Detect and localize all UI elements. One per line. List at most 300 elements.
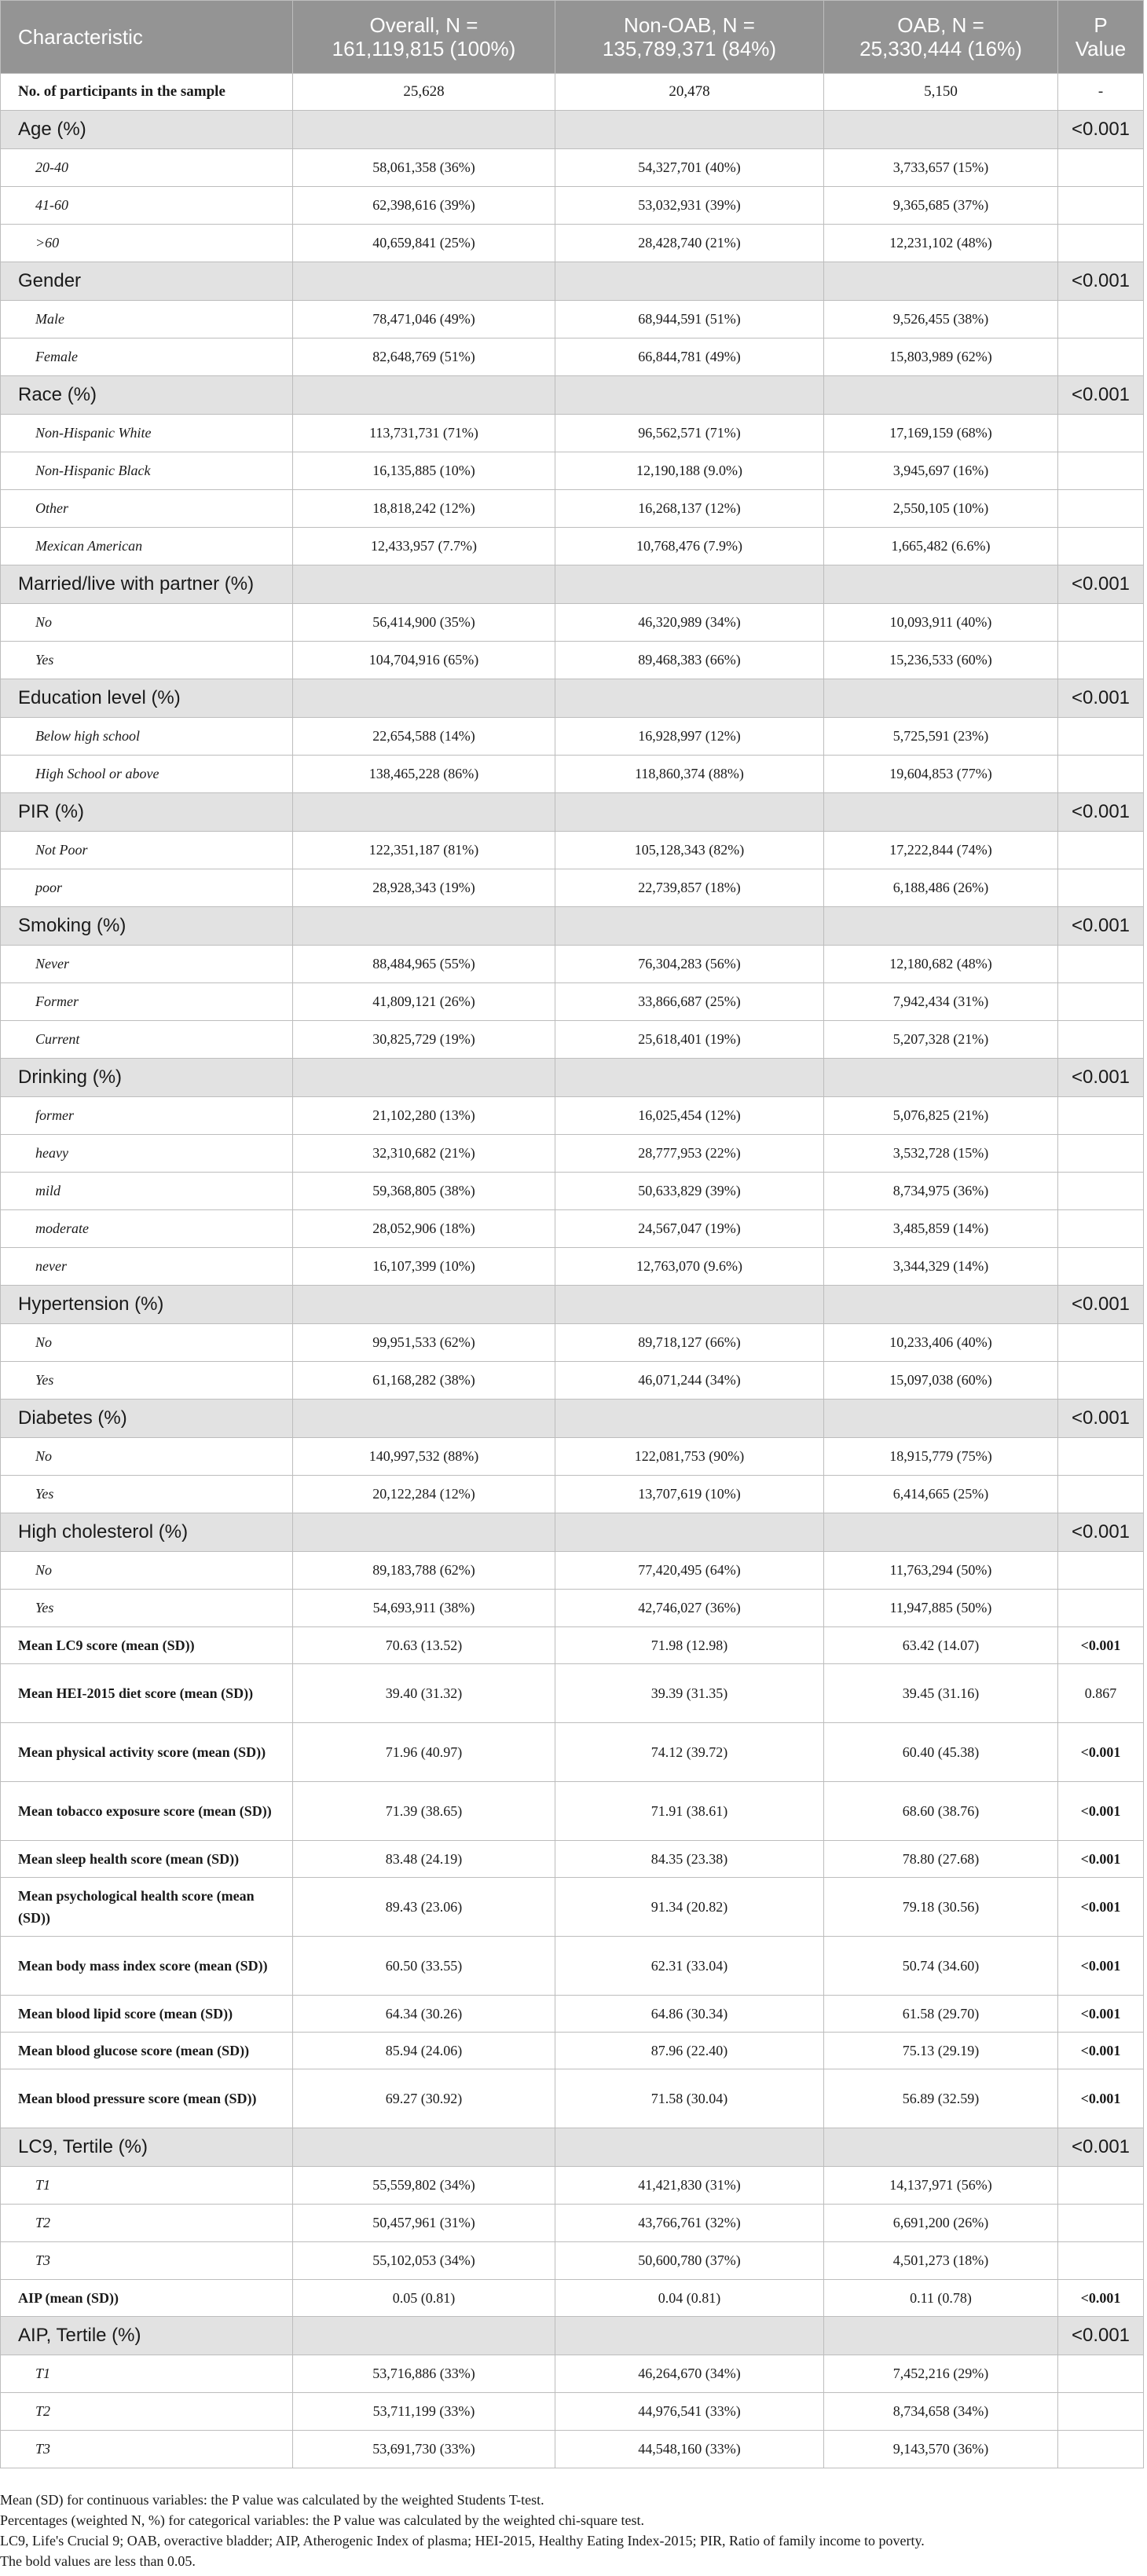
row-label: former bbox=[1, 1097, 293, 1135]
p-value: <0.001 bbox=[1058, 1878, 1144, 1937]
section-empty-cell bbox=[824, 262, 1058, 301]
non-oab-value: 43,766,761 (32%) bbox=[555, 2205, 824, 2242]
section-p-value: <0.001 bbox=[1058, 679, 1144, 718]
participants-p: - bbox=[1058, 74, 1144, 111]
header-p-value: P Value bbox=[1058, 1, 1144, 74]
p-value-empty bbox=[1058, 528, 1144, 565]
overall-value: 59,368,805 (38%) bbox=[293, 1173, 555, 1210]
overall-value: 16,107,399 (10%) bbox=[293, 1248, 555, 1286]
non-oab-value: 28,777,953 (22%) bbox=[555, 1135, 824, 1173]
section-empty-cell bbox=[555, 1059, 824, 1097]
overall-value: 0.05 (0.81) bbox=[293, 2280, 555, 2317]
section-empty-cell bbox=[555, 565, 824, 604]
table-row bbox=[1, 1438, 1144, 1476]
overall-value: 122,351,187 (81%) bbox=[293, 832, 555, 869]
section-empty-cell bbox=[824, 793, 1058, 832]
row-label: poor bbox=[1, 869, 293, 907]
overall-value: 53,711,199 (33%) bbox=[293, 2393, 555, 2431]
table-row bbox=[1, 1097, 1144, 1135]
overall-value: 60.50 (33.55) bbox=[293, 1937, 555, 1996]
table-row bbox=[1, 832, 1144, 869]
non-oab-value: 64.86 (30.34) bbox=[555, 1996, 824, 2033]
p-value-empty bbox=[1058, 1552, 1144, 1590]
row-label: Yes bbox=[1, 1476, 293, 1513]
footnote-line: Percentages (weighted N, %) for categorical variables: the P value was calculated by the weighted chi-square test. bbox=[0, 2512, 645, 2528]
overall-value: 56,414,900 (35%) bbox=[293, 604, 555, 642]
non-oab-value: 46,264,670 (34%) bbox=[555, 2355, 824, 2393]
p-value-empty bbox=[1058, 2393, 1144, 2431]
footnote-line: The bold values are less than 0.05. bbox=[0, 2553, 196, 2569]
overall-value: 54,693,911 (38%) bbox=[293, 1590, 555, 1627]
row-label: T2 bbox=[1, 2393, 293, 2431]
oab-value: 6,691,200 (26%) bbox=[824, 2205, 1058, 2242]
overall-value: 89.43 (23.06) bbox=[293, 1878, 555, 1937]
section-empty-cell bbox=[555, 679, 824, 718]
oab-value: 6,188,486 (26%) bbox=[824, 869, 1058, 907]
footnote-line: LC9, Life's Crucial 9; OAB, overactive bladder; AIP, Atherogenic Index of plasma; HEI-2015, Healthy Eating Index-2015; PIR, Ratio of family income to poverty. bbox=[0, 2533, 925, 2549]
section-label: High cholesterol (%) bbox=[1, 1513, 293, 1552]
oab-value: 6,414,665 (25%) bbox=[824, 1476, 1058, 1513]
row-label: Former bbox=[1, 983, 293, 1021]
header-characteristic: Characteristic bbox=[1, 1, 293, 74]
table-row bbox=[1, 1590, 1144, 1627]
row-label: >60 bbox=[1, 225, 293, 262]
table-row bbox=[1, 1552, 1144, 1590]
p-value-empty bbox=[1058, 718, 1144, 756]
section-p-value: <0.001 bbox=[1058, 1400, 1144, 1438]
section-empty-cell bbox=[824, 1286, 1058, 1324]
table-row bbox=[1, 225, 1144, 262]
p-value-empty bbox=[1058, 1438, 1144, 1476]
section-empty-cell bbox=[555, 376, 824, 415]
table-row bbox=[1, 2167, 1144, 2205]
non-oab-value: 41,421,830 (31%) bbox=[555, 2167, 824, 2205]
section-empty-cell bbox=[293, 1513, 555, 1552]
header-overall: Overall, N = 161,119,815 (100%) bbox=[293, 1, 555, 74]
mean-score-row bbox=[1, 1723, 1144, 1782]
oab-value: 56.89 (32.59) bbox=[824, 2069, 1058, 2128]
section-p-value: <0.001 bbox=[1058, 111, 1144, 149]
p-value-empty bbox=[1058, 2205, 1144, 2242]
row-label: No bbox=[1, 1438, 293, 1476]
section-empty-cell bbox=[293, 111, 555, 149]
section-p-value: <0.001 bbox=[1058, 2317, 1144, 2355]
section-p-value: <0.001 bbox=[1058, 565, 1144, 604]
section-label: Married/live with partner (%) bbox=[1, 565, 293, 604]
non-oab-value: 62.31 (33.04) bbox=[555, 1937, 824, 1996]
overall-value: 78,471,046 (49%) bbox=[293, 301, 555, 338]
table-row bbox=[1, 1173, 1144, 1210]
table-row bbox=[1, 490, 1144, 528]
oab-value: 63.42 (14.07) bbox=[824, 1627, 1058, 1664]
overall-value: 28,928,343 (19%) bbox=[293, 869, 555, 907]
oab-value: 60.40 (45.38) bbox=[824, 1723, 1058, 1782]
oab-value: 78.80 (27.68) bbox=[824, 1841, 1058, 1878]
section-empty-cell bbox=[555, 1400, 824, 1438]
row-label: T1 bbox=[1, 2355, 293, 2393]
non-oab-value: 42,746,027 (36%) bbox=[555, 1590, 824, 1627]
overall-value: 30,825,729 (19%) bbox=[293, 1021, 555, 1059]
table-row bbox=[1, 2393, 1144, 2431]
participants-oab: 5,150 bbox=[824, 74, 1058, 111]
non-oab-value: 16,928,997 (12%) bbox=[555, 718, 824, 756]
section-header-row bbox=[1, 565, 1144, 604]
section-empty-cell bbox=[293, 907, 555, 946]
mean-score-label: Mean blood pressure score (mean (SD)) bbox=[1, 2069, 293, 2128]
oab-value: 3,344,329 (14%) bbox=[824, 1248, 1058, 1286]
section-header-row bbox=[1, 376, 1144, 415]
p-value-empty bbox=[1058, 1210, 1144, 1248]
section-label: Education level (%) bbox=[1, 679, 293, 718]
non-oab-value: 76,304,283 (56%) bbox=[555, 946, 824, 983]
row-label: Yes bbox=[1, 1362, 293, 1400]
non-oab-value: 89,718,127 (66%) bbox=[555, 1324, 824, 1362]
overall-value: 41,809,121 (26%) bbox=[293, 983, 555, 1021]
p-value: <0.001 bbox=[1058, 1627, 1144, 1664]
row-label: Male bbox=[1, 301, 293, 338]
non-oab-value: 16,268,137 (12%) bbox=[555, 490, 824, 528]
mean-score-label: Mean HEI-2015 diet score (mean (SD)) bbox=[1, 1664, 293, 1723]
section-label: Diabetes (%) bbox=[1, 1400, 293, 1438]
row-label: Female bbox=[1, 338, 293, 376]
section-label: LC9, Tertile (%) bbox=[1, 2128, 293, 2167]
mean-score-label: AIP (mean (SD)) bbox=[1, 2280, 293, 2317]
section-empty-cell bbox=[293, 1400, 555, 1438]
non-oab-value: 71.91 (38.61) bbox=[555, 1782, 824, 1841]
non-oab-value: 50,633,829 (39%) bbox=[555, 1173, 824, 1210]
non-oab-value: 22,739,857 (18%) bbox=[555, 869, 824, 907]
mean-score-row bbox=[1, 2033, 1144, 2069]
p-value: <0.001 bbox=[1058, 1996, 1144, 2033]
non-oab-value: 33,866,687 (25%) bbox=[555, 983, 824, 1021]
mean-score-label: Mean psychological health score (mean (SD)) bbox=[1, 1878, 293, 1937]
table-row bbox=[1, 187, 1144, 225]
p-value: 0.867 bbox=[1058, 1664, 1144, 1723]
mean-score-row bbox=[1, 1782, 1144, 1841]
row-label: High School or above bbox=[1, 756, 293, 793]
section-empty-cell bbox=[293, 376, 555, 415]
non-oab-value: 44,976,541 (33%) bbox=[555, 2393, 824, 2431]
oab-value: 5,725,591 (23%) bbox=[824, 718, 1058, 756]
mean-score-label: Mean sleep health score (mean (SD)) bbox=[1, 1841, 293, 1878]
section-p-value: <0.001 bbox=[1058, 262, 1144, 301]
p-value-empty bbox=[1058, 1173, 1144, 1210]
non-oab-value: 74.12 (39.72) bbox=[555, 1723, 824, 1782]
section-empty-cell bbox=[293, 679, 555, 718]
p-value: <0.001 bbox=[1058, 2033, 1144, 2069]
table-body bbox=[1, 74, 1144, 2468]
mean-score-label: Mean tobacco exposure score (mean (SD)) bbox=[1, 1782, 293, 1841]
row-label: Yes bbox=[1, 1590, 293, 1627]
overall-value: 53,716,886 (33%) bbox=[293, 2355, 555, 2393]
section-empty-cell bbox=[824, 376, 1058, 415]
oab-value: 3,485,859 (14%) bbox=[824, 1210, 1058, 1248]
row-label: Yes bbox=[1, 642, 293, 679]
section-empty-cell bbox=[824, 1400, 1058, 1438]
p-value: <0.001 bbox=[1058, 2280, 1144, 2317]
overall-value: 89,183,788 (62%) bbox=[293, 1552, 555, 1590]
overall-value: 82,648,769 (51%) bbox=[293, 338, 555, 376]
oab-value: 15,236,533 (60%) bbox=[824, 642, 1058, 679]
table-row bbox=[1, 452, 1144, 490]
section-empty-cell bbox=[293, 1059, 555, 1097]
section-header-row bbox=[1, 1400, 1144, 1438]
table-row bbox=[1, 756, 1144, 793]
p-value-empty bbox=[1058, 187, 1144, 225]
non-oab-value: 25,618,401 (19%) bbox=[555, 1021, 824, 1059]
overall-value: 55,559,802 (34%) bbox=[293, 2167, 555, 2205]
section-header-row bbox=[1, 679, 1144, 718]
section-p-value: <0.001 bbox=[1058, 1513, 1144, 1552]
header-oab: OAB, N = 25,330,444 (16%) bbox=[824, 1, 1058, 74]
mean-score-label: Mean LC9 score (mean (SD)) bbox=[1, 1627, 293, 1664]
non-oab-value: 66,844,781 (49%) bbox=[555, 338, 824, 376]
p-value-empty bbox=[1058, 756, 1144, 793]
section-p-value: <0.001 bbox=[1058, 376, 1144, 415]
p-value: <0.001 bbox=[1058, 1841, 1144, 1878]
row-label: 41-60 bbox=[1, 187, 293, 225]
row-label: heavy bbox=[1, 1135, 293, 1173]
table-row bbox=[1, 149, 1144, 187]
non-oab-value: 71.98 (12.98) bbox=[555, 1627, 824, 1664]
non-oab-value: 71.58 (30.04) bbox=[555, 2069, 824, 2128]
mean-score-row bbox=[1, 2280, 1144, 2317]
section-header-row bbox=[1, 907, 1144, 946]
non-oab-value: 10,768,476 (7.9%) bbox=[555, 528, 824, 565]
section-empty-cell bbox=[293, 793, 555, 832]
section-label: Smoking (%) bbox=[1, 907, 293, 946]
p-value-empty bbox=[1058, 2431, 1144, 2468]
table-row bbox=[1, 301, 1144, 338]
section-label: Gender bbox=[1, 262, 293, 301]
p-value: <0.001 bbox=[1058, 1782, 1144, 1841]
non-oab-value: 84.35 (23.38) bbox=[555, 1841, 824, 1878]
section-label: Race (%) bbox=[1, 376, 293, 415]
section-empty-cell bbox=[293, 1286, 555, 1324]
table-row bbox=[1, 415, 1144, 452]
table-row bbox=[1, 1362, 1144, 1400]
section-empty-cell bbox=[555, 907, 824, 946]
section-label: PIR (%) bbox=[1, 793, 293, 832]
section-p-value: <0.001 bbox=[1058, 1059, 1144, 1097]
participants-overall: 25,628 bbox=[293, 74, 555, 111]
section-label: Drinking (%) bbox=[1, 1059, 293, 1097]
table-row bbox=[1, 642, 1144, 679]
non-oab-value: 0.04 (0.81) bbox=[555, 2280, 824, 2317]
table-row bbox=[1, 1021, 1144, 1059]
section-empty-cell bbox=[555, 793, 824, 832]
section-p-value: <0.001 bbox=[1058, 793, 1144, 832]
table-row bbox=[1, 946, 1144, 983]
p-value-empty bbox=[1058, 1248, 1144, 1286]
overall-value: 85.94 (24.06) bbox=[293, 2033, 555, 2069]
section-empty-cell bbox=[293, 262, 555, 301]
oab-value: 14,137,971 (56%) bbox=[824, 2167, 1058, 2205]
non-oab-value: 12,763,070 (9.6%) bbox=[555, 1248, 824, 1286]
non-oab-value: 50,600,780 (37%) bbox=[555, 2242, 824, 2280]
table-row bbox=[1, 1324, 1144, 1362]
mean-score-row bbox=[1, 2069, 1144, 2128]
oab-value: 18,915,779 (75%) bbox=[824, 1438, 1058, 1476]
oab-value: 15,803,989 (62%) bbox=[824, 338, 1058, 376]
overall-value: 140,997,532 (88%) bbox=[293, 1438, 555, 1476]
p-value-empty bbox=[1058, 869, 1144, 907]
overall-value: 104,704,916 (65%) bbox=[293, 642, 555, 679]
row-label: never bbox=[1, 1248, 293, 1286]
section-header-row bbox=[1, 1286, 1144, 1324]
overall-value: 50,457,961 (31%) bbox=[293, 2205, 555, 2242]
non-oab-value: 46,071,244 (34%) bbox=[555, 1362, 824, 1400]
oab-value: 75.13 (29.19) bbox=[824, 2033, 1058, 2069]
section-empty-cell bbox=[293, 2128, 555, 2167]
section-p-value: <0.001 bbox=[1058, 907, 1144, 946]
oab-value: 8,734,658 (34%) bbox=[824, 2393, 1058, 2431]
section-header-row bbox=[1, 1059, 1144, 1097]
section-empty-cell bbox=[555, 111, 824, 149]
row-label: Not Poor bbox=[1, 832, 293, 869]
non-oab-value: 44,548,160 (33%) bbox=[555, 2431, 824, 2468]
section-empty-cell bbox=[824, 2128, 1058, 2167]
section-header-row bbox=[1, 111, 1144, 149]
participants-row bbox=[1, 74, 1144, 111]
overall-value: 40,659,841 (25%) bbox=[293, 225, 555, 262]
oab-value: 3,945,697 (16%) bbox=[824, 452, 1058, 490]
table-row bbox=[1, 983, 1144, 1021]
oab-value: 11,763,294 (50%) bbox=[824, 1552, 1058, 1590]
section-header-row bbox=[1, 793, 1144, 832]
mean-score-row bbox=[1, 1664, 1144, 1723]
mean-score-row bbox=[1, 1841, 1144, 1878]
oab-value: 7,942,434 (31%) bbox=[824, 983, 1058, 1021]
table-row bbox=[1, 718, 1144, 756]
section-empty-cell bbox=[555, 1513, 824, 1552]
non-oab-value: 13,707,619 (10%) bbox=[555, 1476, 824, 1513]
oab-value: 68.60 (38.76) bbox=[824, 1782, 1058, 1841]
oab-value: 11,947,885 (50%) bbox=[824, 1590, 1058, 1627]
oab-value: 2,550,105 (10%) bbox=[824, 490, 1058, 528]
oab-value: 79.18 (30.56) bbox=[824, 1878, 1058, 1937]
section-header-row bbox=[1, 1513, 1144, 1552]
row-label: No bbox=[1, 1552, 293, 1590]
table-row bbox=[1, 2242, 1144, 2280]
oab-value: 9,143,570 (36%) bbox=[824, 2431, 1058, 2468]
p-value-empty bbox=[1058, 301, 1144, 338]
overall-value: 99,951,533 (62%) bbox=[293, 1324, 555, 1362]
participants-non-oab: 20,478 bbox=[555, 74, 824, 111]
oab-value: 5,076,825 (21%) bbox=[824, 1097, 1058, 1135]
oab-value: 8,734,975 (36%) bbox=[824, 1173, 1058, 1210]
overall-value: 113,731,731 (71%) bbox=[293, 415, 555, 452]
p-value-empty bbox=[1058, 642, 1144, 679]
section-empty-cell bbox=[824, 679, 1058, 718]
overall-value: 88,484,965 (55%) bbox=[293, 946, 555, 983]
non-oab-value: 91.34 (20.82) bbox=[555, 1878, 824, 1937]
non-oab-value: 105,128,343 (82%) bbox=[555, 832, 824, 869]
oab-value: 10,233,406 (40%) bbox=[824, 1324, 1058, 1362]
p-value-empty bbox=[1058, 2167, 1144, 2205]
mean-score-row bbox=[1, 1627, 1144, 1664]
row-label: moderate bbox=[1, 1210, 293, 1248]
oab-value: 39.45 (31.16) bbox=[824, 1664, 1058, 1723]
section-empty-cell bbox=[555, 2128, 824, 2167]
p-value-empty bbox=[1058, 1135, 1144, 1173]
p-value-empty bbox=[1058, 1324, 1144, 1362]
oab-value: 50.74 (34.60) bbox=[824, 1937, 1058, 1996]
oab-value: 10,093,911 (40%) bbox=[824, 604, 1058, 642]
overall-value: 53,691,730 (33%) bbox=[293, 2431, 555, 2468]
overall-value: 83.48 (24.19) bbox=[293, 1841, 555, 1878]
overall-value: 58,061,358 (36%) bbox=[293, 149, 555, 187]
overall-value: 20,122,284 (12%) bbox=[293, 1476, 555, 1513]
overall-value: 39.40 (31.32) bbox=[293, 1664, 555, 1723]
overall-value: 71.96 (40.97) bbox=[293, 1723, 555, 1782]
p-value-empty bbox=[1058, 2242, 1144, 2280]
oab-value: 1,665,482 (6.6%) bbox=[824, 528, 1058, 565]
overall-value: 138,465,228 (86%) bbox=[293, 756, 555, 793]
row-label: Mexican American bbox=[1, 528, 293, 565]
overall-value: 62,398,616 (39%) bbox=[293, 187, 555, 225]
oab-value: 7,452,216 (29%) bbox=[824, 2355, 1058, 2393]
mean-score-label: Mean physical activity score (mean (SD)) bbox=[1, 1723, 293, 1782]
table-footnotes bbox=[0, 2490, 1143, 2571]
row-label: T1 bbox=[1, 2167, 293, 2205]
row-label: No bbox=[1, 1324, 293, 1362]
overall-value: 70.63 (13.52) bbox=[293, 1627, 555, 1664]
non-oab-value: 12,190,188 (9.0%) bbox=[555, 452, 824, 490]
section-header-row bbox=[1, 2317, 1144, 2355]
row-label: Non-Hispanic White bbox=[1, 415, 293, 452]
p-value-empty bbox=[1058, 415, 1144, 452]
non-oab-value: 53,032,931 (39%) bbox=[555, 187, 824, 225]
oab-value: 15,097,038 (60%) bbox=[824, 1362, 1058, 1400]
p-value-empty bbox=[1058, 490, 1144, 528]
mean-score-label: Mean blood glucose score (mean (SD)) bbox=[1, 2033, 293, 2069]
oab-value: 3,733,657 (15%) bbox=[824, 149, 1058, 187]
overall-value: 55,102,053 (34%) bbox=[293, 2242, 555, 2280]
non-oab-value: 28,428,740 (21%) bbox=[555, 225, 824, 262]
table-row bbox=[1, 338, 1144, 376]
oab-value: 12,180,682 (48%) bbox=[824, 946, 1058, 983]
overall-value: 16,135,885 (10%) bbox=[293, 452, 555, 490]
oab-value: 9,526,455 (38%) bbox=[824, 301, 1058, 338]
p-value-empty bbox=[1058, 338, 1144, 376]
oab-value: 0.11 (0.78) bbox=[824, 2280, 1058, 2317]
p-value-empty bbox=[1058, 1097, 1144, 1135]
overall-value: 28,052,906 (18%) bbox=[293, 1210, 555, 1248]
overall-value: 21,102,280 (13%) bbox=[293, 1097, 555, 1135]
section-header-row bbox=[1, 2128, 1144, 2167]
section-empty-cell bbox=[824, 565, 1058, 604]
section-empty-cell bbox=[824, 907, 1058, 946]
oab-value: 12,231,102 (48%) bbox=[824, 225, 1058, 262]
p-value-empty bbox=[1058, 1021, 1144, 1059]
non-oab-value: 68,944,591 (51%) bbox=[555, 301, 824, 338]
section-label: AIP, Tertile (%) bbox=[1, 2317, 293, 2355]
section-empty-cell bbox=[555, 1286, 824, 1324]
p-value: <0.001 bbox=[1058, 1723, 1144, 1782]
table-row bbox=[1, 528, 1144, 565]
section-header-row bbox=[1, 262, 1144, 301]
row-label: No bbox=[1, 604, 293, 642]
table-row bbox=[1, 1210, 1144, 1248]
oab-value: 17,169,159 (68%) bbox=[824, 415, 1058, 452]
footnote-line: Mean (SD) for continuous variables: the P value was calculated by the weighted Students T-test. bbox=[0, 2492, 544, 2508]
p-value-empty bbox=[1058, 1476, 1144, 1513]
overall-value: 71.39 (38.65) bbox=[293, 1782, 555, 1841]
section-empty-cell bbox=[824, 1513, 1058, 1552]
p-value-empty bbox=[1058, 225, 1144, 262]
mean-score-label: Mean blood lipid score (mean (SD)) bbox=[1, 1996, 293, 2033]
